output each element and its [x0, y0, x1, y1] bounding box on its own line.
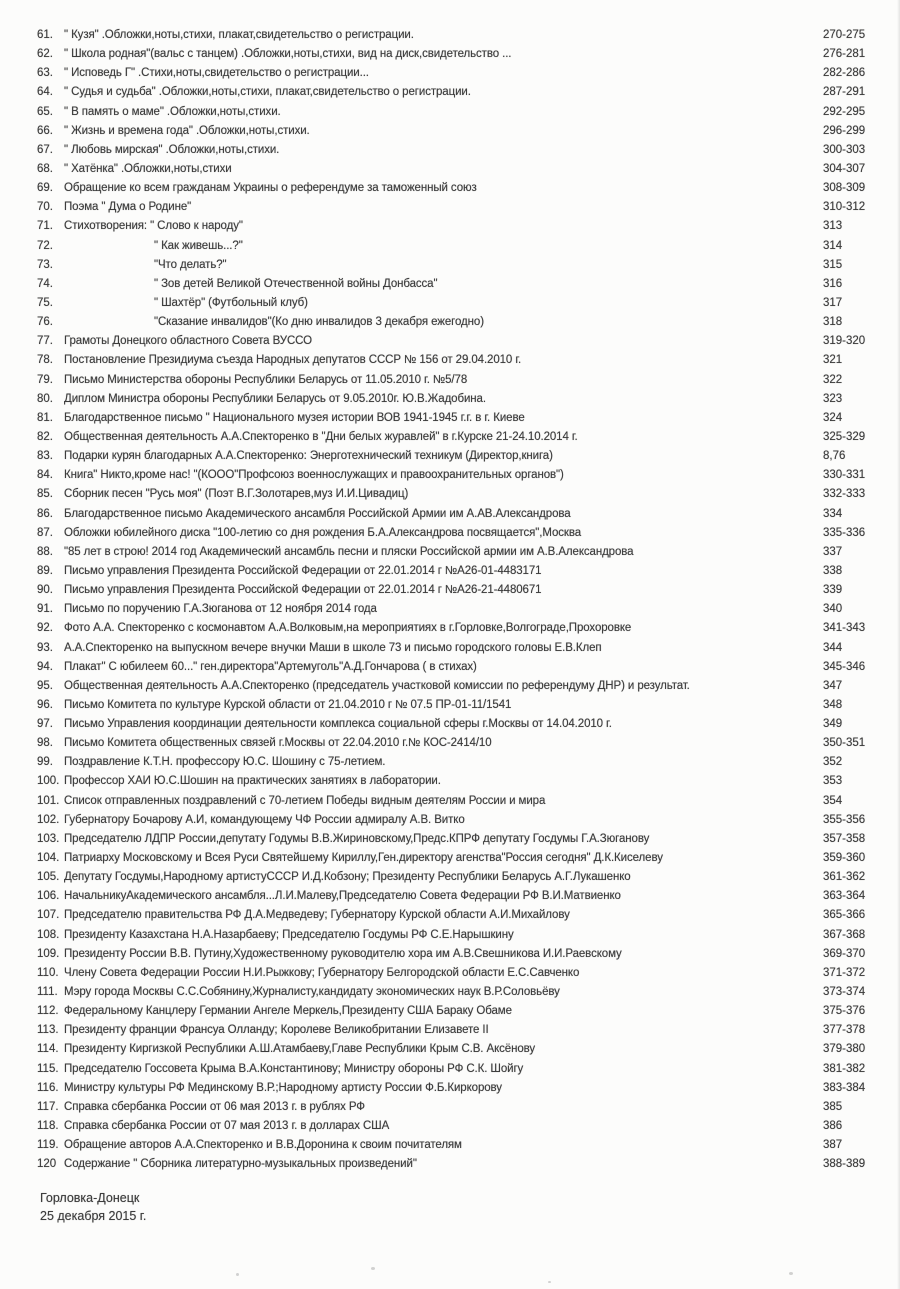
- entry-title: Общественная деятельность А.А.Спекторенко в "Дни белых журавлей" в г.Курске 21-24.10.2014 г.: [64, 430, 578, 443]
- toc-row: [0, 792, 900, 811]
- toc-row: [0, 715, 900, 734]
- toc-row: [0, 45, 900, 64]
- entry-number: 81.: [37, 411, 53, 424]
- entry-pages: 314: [823, 239, 843, 252]
- entry-title: Письмо управления Президента Российской Федерации от 22.01.2014 г №А26-21-4480671: [64, 584, 542, 597]
- entry-number: 88.: [37, 545, 53, 558]
- entry-number: 106.: [37, 890, 60, 903]
- entry-pages: 8,76: [823, 450, 846, 463]
- entry-number: 61.: [37, 29, 53, 41]
- entry-title: Справка сбербанка России от 06 мая 2013 г. в рублях РФ: [64, 1100, 365, 1113]
- entry-title: "Сказание инвалидов"(Ко дню инвалидов 3 декабря ежегодно): [154, 316, 484, 329]
- toc-row: [0, 505, 900, 524]
- entry-title: Председателю ЛДПР России,депутату Годумы В.В.Жириновскому,Предс.КПРФ депутату Госдумы Г.А.Зюганову: [64, 832, 650, 845]
- entry-pages: 296-299: [823, 124, 866, 137]
- entry-pages: 347: [823, 679, 843, 692]
- entry-pages: 350-351: [823, 737, 866, 750]
- entry-title: " Судья и судьба" .Обложки,ноты,стихи, плакат,свидетельство о регистрации.: [64, 86, 471, 99]
- entry-number: 66.: [37, 124, 53, 137]
- entry-title: Председателю Госсовета Крыма В.А.Константинову; Министру обороны РФ С.К. Шойгу: [64, 1062, 524, 1075]
- entry-title: Губернатору Бочарову А.И, командующему ЧФ России адмиралу А.В. Витко: [64, 813, 465, 826]
- entry-title: Диплом Министра обороны Республики Беларусь от 9.05.2010г. Ю.В.Жадобина.: [64, 392, 486, 405]
- entry-title: Министру культуры РФ Мединскому В.Р.;Народному артисту России Ф.Б.Киркорову: [64, 1081, 502, 1094]
- entry-number: 116.: [37, 1081, 59, 1094]
- entry-number: 99.: [37, 756, 53, 769]
- entry-pages: 335-336: [823, 526, 866, 539]
- toc-row: [0, 983, 900, 1002]
- entry-pages: 354: [823, 794, 843, 807]
- entry-number: 107.: [37, 909, 60, 922]
- entry-pages: 276-281: [823, 48, 866, 61]
- entry-number: 63.: [37, 67, 53, 80]
- document-footer: [40, 1190, 146, 1225]
- entry-number: 109.: [37, 947, 60, 960]
- entry-title: Мэру города Москвы С.С.Собянину,Журналисту,кандидату экономических наук В.Р.Соловьёву: [64, 986, 560, 999]
- entry-title: Письмо Комитета по культуре Курской области от 21.04.2010 г № 07.5 ПР-01-11/1541: [64, 698, 512, 711]
- scan-artifact: [548, 1281, 551, 1283]
- toc-row: [0, 160, 900, 179]
- entry-title: " В память о маме" .Обложки,ноты,стихи.: [64, 105, 281, 118]
- entry-number: 70.: [37, 201, 53, 214]
- entry-pages: 330-331: [823, 469, 866, 482]
- entry-title: Общественная деятельность А.А.Спекторенко (председатель участковой комиссии по референдуму ДНР) и результат.: [64, 679, 690, 692]
- toc-row: [0, 811, 900, 830]
- entry-title: Профессор ХАИ Ю.С.Шошин на практических занятиях в лаборатории.: [64, 775, 441, 788]
- toc-row: [0, 428, 900, 447]
- entry-number: 76.: [37, 316, 53, 329]
- toc-row: [0, 1079, 900, 1098]
- entry-number: 71.: [37, 220, 53, 233]
- toc-row: [0, 371, 900, 390]
- entry-number: 102.: [37, 813, 60, 826]
- entry-number: 62.: [37, 48, 53, 61]
- entry-title: " Жизнь и времена года" .Обложки,ноты,стихи.: [64, 124, 310, 137]
- entry-pages: 367-368: [823, 928, 866, 941]
- toc-row: [0, 198, 900, 217]
- toc-row: [0, 600, 900, 619]
- entry-number: 75.: [37, 296, 53, 309]
- entry-pages: 292-295: [823, 105, 866, 118]
- entry-pages: 324: [823, 411, 843, 424]
- toc-row: [0, 256, 900, 275]
- entry-pages: 304-307: [823, 162, 866, 175]
- entry-pages: 341-343: [823, 622, 866, 635]
- entry-pages: 388-389: [823, 1158, 866, 1171]
- toc-row: [0, 1117, 900, 1136]
- toc-row: [0, 390, 900, 409]
- entry-number: 77.: [37, 335, 53, 348]
- toc-row: [0, 658, 900, 677]
- toc-row: [0, 849, 900, 868]
- toc-row: [0, 1155, 900, 1174]
- toc-row: [0, 1136, 900, 1155]
- entry-title: " Шахтёр" (Футбольный клуб): [154, 296, 308, 309]
- entry-pages: 344: [823, 641, 843, 654]
- entry-number: 78.: [37, 354, 53, 367]
- entry-pages: 338: [823, 564, 843, 577]
- entry-title: Председателю правительства РФ Д.А.Медведеву; Губернатору Курской области А.И.Михайлову: [64, 909, 570, 922]
- entry-title: " Как живешь...?": [154, 239, 243, 252]
- entry-pages: 355-356: [823, 813, 866, 826]
- entry-title: Благодарственное письмо Академического ансамбля Российской Армии им А.АВ.Александрова: [64, 507, 571, 520]
- entry-pages: 321: [823, 354, 843, 367]
- entry-number: 115.: [37, 1062, 59, 1075]
- entry-pages: 300-303: [823, 143, 866, 156]
- toc-row: [0, 466, 900, 485]
- entry-pages: 282-286: [823, 67, 866, 80]
- toc-row: [0, 887, 900, 906]
- entry-title: Поэма " Дума о Родине": [64, 201, 192, 214]
- entry-number: 108.: [37, 928, 60, 941]
- entry-number: 120: [37, 1158, 57, 1171]
- entry-title: Патриарху Московскому и Всея Руси Святейшему Кириллу,Ген.директору агенства"Россия сегодня" Д.К.Киселеву: [64, 852, 663, 865]
- toc-row: [0, 868, 900, 887]
- entry-number: 69.: [37, 182, 53, 195]
- entry-number: 94.: [37, 660, 53, 673]
- entry-number: 64.: [37, 86, 53, 99]
- toc-row: [0, 772, 900, 791]
- toc-row: [0, 103, 900, 122]
- toc-row: [0, 1002, 900, 1021]
- entry-title: Письмо управления Президента Российской Федерации от 22.01.2014 г №А26-01-4483171: [64, 564, 542, 577]
- entry-pages: 353: [823, 775, 843, 788]
- entry-pages: 348: [823, 698, 843, 711]
- entry-pages: 325-329: [823, 430, 866, 443]
- toc-row: [0, 332, 900, 351]
- entry-pages: 323: [823, 392, 843, 405]
- entry-title: Поздравление К.Т.Н. профессору Ю.С. Шошину с 75-летием.: [64, 756, 386, 769]
- entry-title: Обложки юбилейного диска "100-летию со дня рождения Б.А.Александрова посвящается",Москва: [64, 526, 582, 539]
- entry-pages: 373-374: [823, 986, 866, 999]
- entry-number: 111.: [37, 986, 58, 999]
- entry-number: 82.: [37, 430, 53, 443]
- entry-pages: 270-275: [823, 29, 866, 41]
- entry-title: Справка сбербанка России от 07 мая 2013 г. в долларах США: [64, 1120, 390, 1133]
- entry-number: 84.: [37, 469, 53, 482]
- toc-row: [0, 753, 900, 772]
- toc-row: [0, 696, 900, 715]
- entry-pages: 375-376: [823, 1005, 866, 1018]
- entry-number: 80.: [37, 392, 53, 405]
- entry-title: "Что делать?": [154, 258, 227, 271]
- footer-date: 25 декабря 2015 г.: [40, 1208, 147, 1223]
- entry-pages: 386: [823, 1120, 843, 1133]
- entry-number: 95.: [37, 679, 53, 692]
- toc-list: [0, 26, 900, 1174]
- toc-row: [0, 639, 900, 658]
- toc-row: [0, 677, 900, 696]
- entry-pages: 316: [823, 277, 843, 290]
- entry-number: 98.: [37, 737, 53, 750]
- entry-number: 65.: [37, 105, 53, 118]
- entry-title: Фото А.А. Спекторенко с космонавтом А.А.Волковым,на мероприятиях в г.Горловке,Волгограде,Прохоровке: [64, 622, 632, 635]
- entry-pages: 319-320: [823, 335, 866, 348]
- toc-row: [0, 1098, 900, 1117]
- entry-pages: 365-366: [823, 909, 866, 922]
- entry-pages: 379-380: [823, 1043, 866, 1056]
- entry-title: Обращение авторов А.А.Спекторенко и В.В.Доронина к своим почитателям: [64, 1139, 462, 1152]
- toc-row: [0, 830, 900, 849]
- entry-pages: 308-309: [823, 182, 866, 195]
- entry-pages: 310-312: [823, 201, 866, 214]
- entry-number: 118.: [37, 1120, 59, 1133]
- entry-number: 104.: [37, 852, 60, 865]
- entry-number: 73.: [37, 258, 53, 271]
- entry-title: " Любовь мирская" .Обложки,ноты,стихи.: [64, 143, 280, 156]
- entry-pages: 287-291: [823, 86, 866, 99]
- entry-number: 97.: [37, 718, 53, 731]
- entry-pages: 322: [823, 373, 843, 386]
- entry-title: Благодарственное письмо " Национального музея истории ВОВ 1941-1945 г.г. в г. Киеве: [64, 411, 525, 424]
- entry-title: " Хатёнка" .Обложки,ноты,стихи: [64, 162, 232, 175]
- entry-pages: 334: [823, 507, 843, 520]
- entry-title: Письмо Министерства обороны Республики Беларусь от 11.05.2010 г. №5/78: [64, 373, 468, 386]
- toc-row: [0, 83, 900, 102]
- toc-row: [0, 1060, 900, 1079]
- entry-pages: 359-360: [823, 852, 866, 865]
- entry-number: 101.: [37, 794, 60, 807]
- entry-title: "85 лет в строю! 2014 год Академический ансамбль песни и пляски Российской армии им А.В.Александрова: [64, 545, 634, 558]
- entry-number: 93.: [37, 641, 53, 654]
- entry-title: Федеральному Канцлеру Германии Ангеле Меркель,Президенту США Бараку Обаме: [64, 1005, 512, 1018]
- toc-row: [0, 1021, 900, 1040]
- entry-title: Президенту Киргизкой Республики А.Ш.Атамбаеву,Главе Республики Крым С.В. Аксёнову: [64, 1043, 536, 1056]
- toc-row: [0, 294, 900, 313]
- entry-pages: 385: [823, 1100, 843, 1113]
- entry-number: 105.: [37, 871, 60, 884]
- entry-number: 92.: [37, 622, 53, 635]
- toc-row: [0, 964, 900, 983]
- entry-title: Постановление Президиума съезда Народных депутатов СССР № 156 от 29.04.2010 г.: [64, 354, 522, 367]
- entry-title: Грамоты Донецкого областного Совета ВУССО: [64, 335, 312, 348]
- toc-row: [0, 409, 900, 428]
- entry-number: 89.: [37, 564, 53, 577]
- entry-number: 114.: [37, 1043, 59, 1056]
- entry-number: 85.: [37, 488, 53, 501]
- entry-number: 86.: [37, 507, 53, 520]
- entry-pages: 369-370: [823, 947, 866, 960]
- entry-title: НачальникуАкадемического ансамбля...Л.И.Малеву,Председателю Совета Федерации РФ В.И.Матвиенко: [64, 890, 621, 903]
- entry-number: 110.: [37, 966, 59, 979]
- entry-title: Стихотворения: " Слово к народу": [64, 220, 243, 233]
- toc-row: [0, 122, 900, 141]
- toc-row: [0, 926, 900, 945]
- entry-number: 113.: [37, 1024, 59, 1037]
- toc-row: [0, 543, 900, 562]
- entry-pages: 387: [823, 1139, 843, 1152]
- entry-pages: 383-384: [823, 1081, 866, 1094]
- entry-title: " Школа родная"(вальс с танцем) .Обложки,ноты,стихи, вид на диск,свидетельство ...: [64, 48, 512, 61]
- entry-number: 67.: [37, 143, 53, 156]
- entry-title: Депутату Госдумы,Народному артистуСССР И.Д.Кобзону; Президенту Республики Беларусь А.Г.Лукашенко: [64, 871, 631, 884]
- entry-pages: 332-333: [823, 488, 866, 501]
- toc-row: [0, 945, 900, 964]
- entry-pages: 349: [823, 718, 843, 731]
- scan-artifact: [236, 1273, 239, 1276]
- entry-number: 74.: [37, 277, 53, 290]
- entry-pages: 315: [823, 258, 843, 271]
- entry-title: Президенту Казахстана Н.А.Назарбаеву; Председателю Госдумы РФ С.Е.Нарышкину: [64, 928, 514, 941]
- entry-pages: 371-372: [823, 966, 866, 979]
- entry-pages: 340: [823, 603, 843, 616]
- entry-number: 90.: [37, 584, 53, 597]
- entry-title: Список отправленных поздравлений с 70-летием Победы видным деятелям России и мира: [64, 794, 546, 807]
- entry-pages: 352: [823, 756, 843, 769]
- toc-row: [0, 562, 900, 581]
- toc-row: [0, 217, 900, 236]
- entry-pages: 313: [823, 220, 843, 233]
- entry-pages: 318: [823, 316, 843, 329]
- toc-row: [0, 524, 900, 543]
- entry-number: 79.: [37, 373, 53, 386]
- entry-title: " Зов детей Великой Отечественной войны Донбасса": [154, 277, 438, 290]
- toc-row: [0, 906, 900, 925]
- entry-title: Обращение ко всем гражданам Украины о референдуме за таможенный союз: [64, 182, 477, 195]
- entry-number: 87.: [37, 526, 53, 539]
- entry-title: Плакат" С юбилеем 60..." ген.директора"Артемуголь"А.Д.Гончарова ( в стихах): [64, 660, 477, 673]
- entry-pages: 337: [823, 545, 843, 558]
- entry-number: 117.: [37, 1100, 59, 1113]
- entry-pages: 317: [823, 296, 843, 309]
- toc-row: [0, 64, 900, 83]
- toc-row: [0, 485, 900, 504]
- toc-row: [0, 141, 900, 160]
- entry-pages: 361-362: [823, 871, 866, 884]
- toc-row: [0, 26, 900, 45]
- toc-row: [0, 275, 900, 294]
- toc-row: [0, 581, 900, 600]
- entry-title: Президенту франции Франсуа Олланду; Королеве Великобритании Елизавете II: [64, 1024, 489, 1037]
- entry-number: 83.: [37, 450, 53, 463]
- footer-place: Горловка-Донецк: [40, 1191, 140, 1205]
- entry-title: Книга" Никто,кроме нас! "(КООО"Профсоюз военнослужащих и правоохранительных органов"): [64, 469, 564, 482]
- entry-number: 72.: [37, 239, 53, 252]
- entry-number: 103.: [37, 832, 60, 845]
- entry-pages: 381-382: [823, 1062, 866, 1075]
- toc-row: [0, 237, 900, 256]
- entry-number: 119.: [37, 1139, 59, 1152]
- scan-artifact: [371, 1267, 375, 1270]
- toc-row: [0, 734, 900, 753]
- entry-pages: 357-358: [823, 832, 866, 845]
- scan-artifact: [789, 1272, 793, 1275]
- entry-number: 96.: [37, 698, 53, 711]
- entry-title: Письмо Управления координации деятельности комплекса социальной сферы г.Москвы от 14.04.2010 г.: [64, 718, 612, 731]
- entry-pages: 363-364: [823, 890, 866, 903]
- entry-title: Письмо Комитета общественных связей г.Москвы от 22.04.2010 г.№ КОС-2414/10: [64, 737, 492, 750]
- entry-number: 112.: [37, 1005, 59, 1018]
- entry-number: 100.: [37, 775, 60, 788]
- entry-number: 68.: [37, 162, 53, 175]
- entry-title: Сборник песен "Русь моя" (Поэт В.Г.Золотарев,муз И.И.Цивадиц): [64, 488, 409, 501]
- entry-title: А.А.Спекторенко на выпускном вечере внучки Маши в школе 73 и письмо городского головы Е.В.Клеп: [64, 641, 602, 654]
- entry-pages: 345-346: [823, 660, 866, 673]
- toc-row: [0, 313, 900, 332]
- entry-title: Содержание " Сборника литературно-музыкальных произведений": [64, 1158, 417, 1171]
- toc-row: [0, 179, 900, 198]
- entry-number: 91.: [37, 603, 53, 616]
- entry-title: Подарки курян благодарных А.А.Спекторенко: Энерготехнический техникум (Директор,книга): [64, 450, 553, 463]
- entry-title: Президенту России В.В. Путину,Художественному руководителю хора им А.В.Свешникова И.И.Раевскому: [64, 947, 622, 960]
- entry-title: " Исповедь Г" .Стихи,ноты,свидетельство о регистрации...: [64, 67, 369, 80]
- toc-row: [0, 447, 900, 466]
- toc-row: [0, 1040, 900, 1059]
- entry-pages: 377-378: [823, 1024, 866, 1037]
- toc-row: [0, 351, 900, 370]
- entry-title: Письмо по поручению Г.А.Зюганова от 12 ноября 2014 года: [64, 603, 377, 616]
- entry-title: " Кузя" .Обложки,ноты,стихи, плакат,свидетельство о регистрации.: [64, 29, 414, 41]
- entry-pages: 339: [823, 584, 843, 597]
- toc-row: [0, 619, 900, 638]
- entry-title: Члену Совета Федерации России Н.И.Рыжкову; Губернатору Белгородской области Е.С.Савченко: [64, 966, 580, 979]
